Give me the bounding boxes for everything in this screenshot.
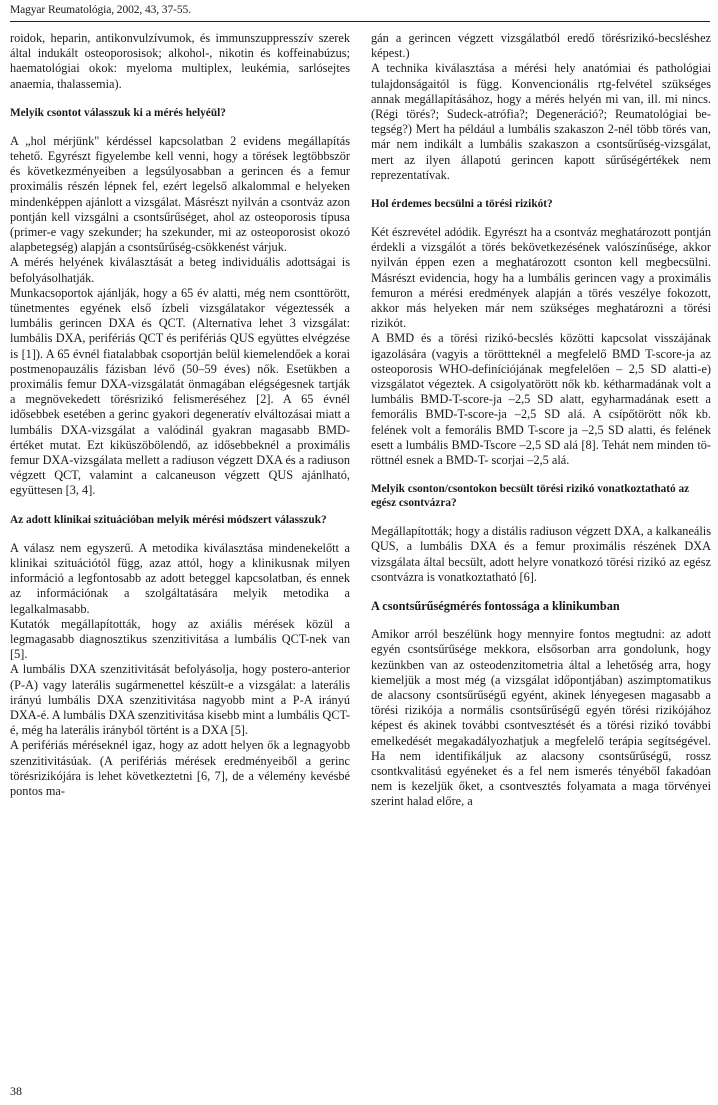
body-paragraph: A válasz nem egyszerű. A metodika kiválasztása mindenekelőtt a klinikai szituációtól függ, azaz attól, hogy a klinikusnak milyen információ a legfontosabb az adott beteggel kapcsolatban, és ennek az információnak a szolgáltatására melyik metodika a legalkalmasabb. — [10, 540, 350, 616]
body-paragraph: Megállapították; hogy a distális radiuson végzett DXA, a kalkaneális QUS, a lumbális DXA és a femur proximális részének DXA vizsgálata által becsült, adott helyre vonatkozó törési rizikó az egész csontvázra is vonatkoztatható [6]. — [371, 524, 711, 584]
body-paragraph: A technika kiválasztása a mérési hely anatómiai és pathológiai tulajdonságaitól is függ. Konvencionális rtg-felvétel szükséges annak megállapításához, hogy a mérés helyén mi van, ill. mi nincs. (Régi törés?; Sudeck-atrófia?; Degeneráció?; Reumatológiai betegség?) Mert ha például a lumbális szakaszon 2-nél több törés van, már nem indikált a lumbális szakaszon a csontsűrűség-vizsgálat, mert az ilyen állapotú gerincen kapott sűrűségértékek nem reprezentatívak. — [371, 61, 711, 182]
right-column — [371, 31, 711, 810]
section-heading: Hol érdemes becsülni a törési rizikót? — [371, 198, 553, 211]
section-heading: Melyik csonton/csontokon becsült törési rizikó vonatkoztatható az egész csontvázra? — [371, 483, 690, 510]
body-paragraph: gán a gerincen végzett vizsgálatból eredő törésrizikó-becsléshez képest.) — [371, 31, 711, 61]
section-heading: A csontsűrűségmérés fontossága a klinikumban — [371, 599, 620, 614]
page-number: 38 — [10, 1084, 22, 1098]
body-paragraph: A lumbális DXA szenzitivitását befolyásolja, hogy postero-anterior (P-A) vagy laterális sugármenettel készült-e a vizsgálat: a laterális irányú lumbális DXA szenzitivitása nagyobb mint a P-A irányú DXA-é. A lumbális DXA szenzitivitása kisebb mint a lumbális QCT-é, még ha laterális irányból történt is a DXA [5]. — [10, 662, 350, 738]
body-paragraph: roidok, heparin, antikonvulzívumok, és immunszuppresszív szerek által indukált osteoporosisok; alkohol-, nikotin és koffeinabúzus; haematológiai okok: myeloma multiplex, leukémia, sarlósejtes anaemia, thalassemia). — [10, 31, 350, 91]
body-paragraph: A mérés helyének kiválasztását a beteg individuális adottságai is befolyásolhatják. — [10, 255, 350, 285]
left-column — [10, 31, 350, 799]
body-paragraph: Kutatók megállapították, hogy az axiális mérések közül a legmagasabb diagnosztikus szenzitivitása a lumbális QCT-nek van [5]. — [10, 616, 350, 662]
running-header: Magyar Reumatológia, 2002, 43, 37-55. — [10, 4, 191, 16]
body-paragraph: A perifériás méréseknél igaz, hogy az adott helyen ők a legnagyobb szenzitivitásúak. (A perifériás mérések eredményeiből a gerinc törésrizikójára is lehet következtetni [6, 7], de a vélemény kevésbé pontos ma- — [10, 738, 350, 798]
section-heading: Az adott klinikai szituációban melyik mérési módszert válasszuk? — [10, 513, 327, 526]
body-paragraph: Két észrevétel adódik. Egyrészt ha a csontváz meghatározott pontján érdekli a vizsgálót a törés bekövetkezésének valószínűsége, akkor nyilván éppen ezen a meghatározott csonton kell megbecsülni. Másrészt evidencia, hogy ha a lumbális gerincen vagy a proximális femuron a mérési eredmények alapján a törés veszélye fokozott, akkor más helyeken már nem szükséges meghatározni a törési rizikót. — [371, 225, 711, 331]
body-paragraph: Amikor arról beszélünk hogy mennyire fontos megtudni: az adott egyén csontsűrűsége mekkora, elsősorban arra gondolunk, hogy kezünkben van az osteodenzitometria által a lehetőség arra, hogy kiemeljük a most még (a vizsgálat időpontjában) aszimptomatikus de alacsony csontsűrűségű egyént, akinek lényegesen magasabb a törési rizikója a normális csontsűrűségű egyén törési rizikójához képest és akinek további csontvesztését és a törési rizikó további emelkedését megakadályozhatjuk a megfelelő terápia segítségével. Ha nem identifikáljuk az alacsony csontsűrűségű, rossz csontkvalitású egyéneket és a fel nem ismerés tényéből fakadóan nem is kezeljük őket, a csontvesztés folyamata a maga törvényei szerint halad előre, a — [371, 627, 711, 809]
body-paragraph: A BMD és a törési rizikó-becslés közötti kapcsolat visszájának igazolására (vagyis a töröttteknél a megfelelő BMD T-score-ja az osteoporosis WHO-definíciójának megfelelően – 2,5 SD alatti-e) vizsgálatot végeztek. A csigolyatörött nők kb. kétharmadának volt a lumbális BMD-T-score-ja –2,5 SD alatt, egyharmadának esett a femorális BMD-T-score-ja –2,5 SD alá. A csípőtörött nők kb. felének volt a femorális BMD T-score ja –2,5 SD alatti, és felének esett a lumbális BMD-Tscore –2,5 SD alá [8]. Tehát nem minden töröttnél esnek a BMD-T- scorjai –2,5 alá. — [371, 331, 711, 468]
header-rule — [10, 21, 710, 22]
section-heading: Melyik csontot válasszuk ki a mérés helyéül? — [10, 106, 226, 119]
body-paragraph: Munkacsoportok ajánlják, hogy a 65 év alatti, még nem csonttörött, tünetmentes egyének első ízbeli vizsgálatakor végeztessék a lumbális gerincen DXA és QCT. (Alternatíva lehet 3 vizsgálat: lumbális DXA, perifériás QCT és perifériás QUS együttes elvégzése is [1]). A 65 évnél fiatalabbak csoportján belül kiemelendőek a korai postmenopauzális fázisban lévő (50–59 éves) nők. Esetükben a proximális femur DXA-vizsgálatát önmagában elégségesnek tartják a megnövekedett törésrizikó felismeréséhez [2]. A 65 évnél idősebbek esetében a gerinc gyakori degeneratív elváltozásai miatt a lumbális DXA-vizsgálat a valódinál gyakran magasabb BMD-értéket mutat. Ezt kiküszöbölendő, az idősebbeknél a proximális femur DXA-vizsgálata mellett a radiuson végzett DXA és a radiuson végzett QCT, valamint a calcaneuson végzett QUS ajánlható, együttesen [3, 4]. — [10, 285, 350, 498]
body-paragraph: A „hol mérjünk" kérdéssel kapcsolatban 2 evidens megállapítás tehető. Egyrészt figyelembe kell venni, hogy a törések legtöbbször és következményeiben a legsúlyosabban a gerincen és a femur proximális részén lépnek fel, ezért legelső alkalommal e helyeken mindenképpen ajánlott a vizsgálat. Másrészt nyilván a csontváz azon pontján kell vizsgálni a csontsűrűséget, ahol az osteoporosis típusa (primer-e vagy szekunder; ha szekunder, mi az osteoporosist okozó alapbetegség) alapján a csontsűrűség-csökkenést várjuk. — [10, 133, 350, 255]
